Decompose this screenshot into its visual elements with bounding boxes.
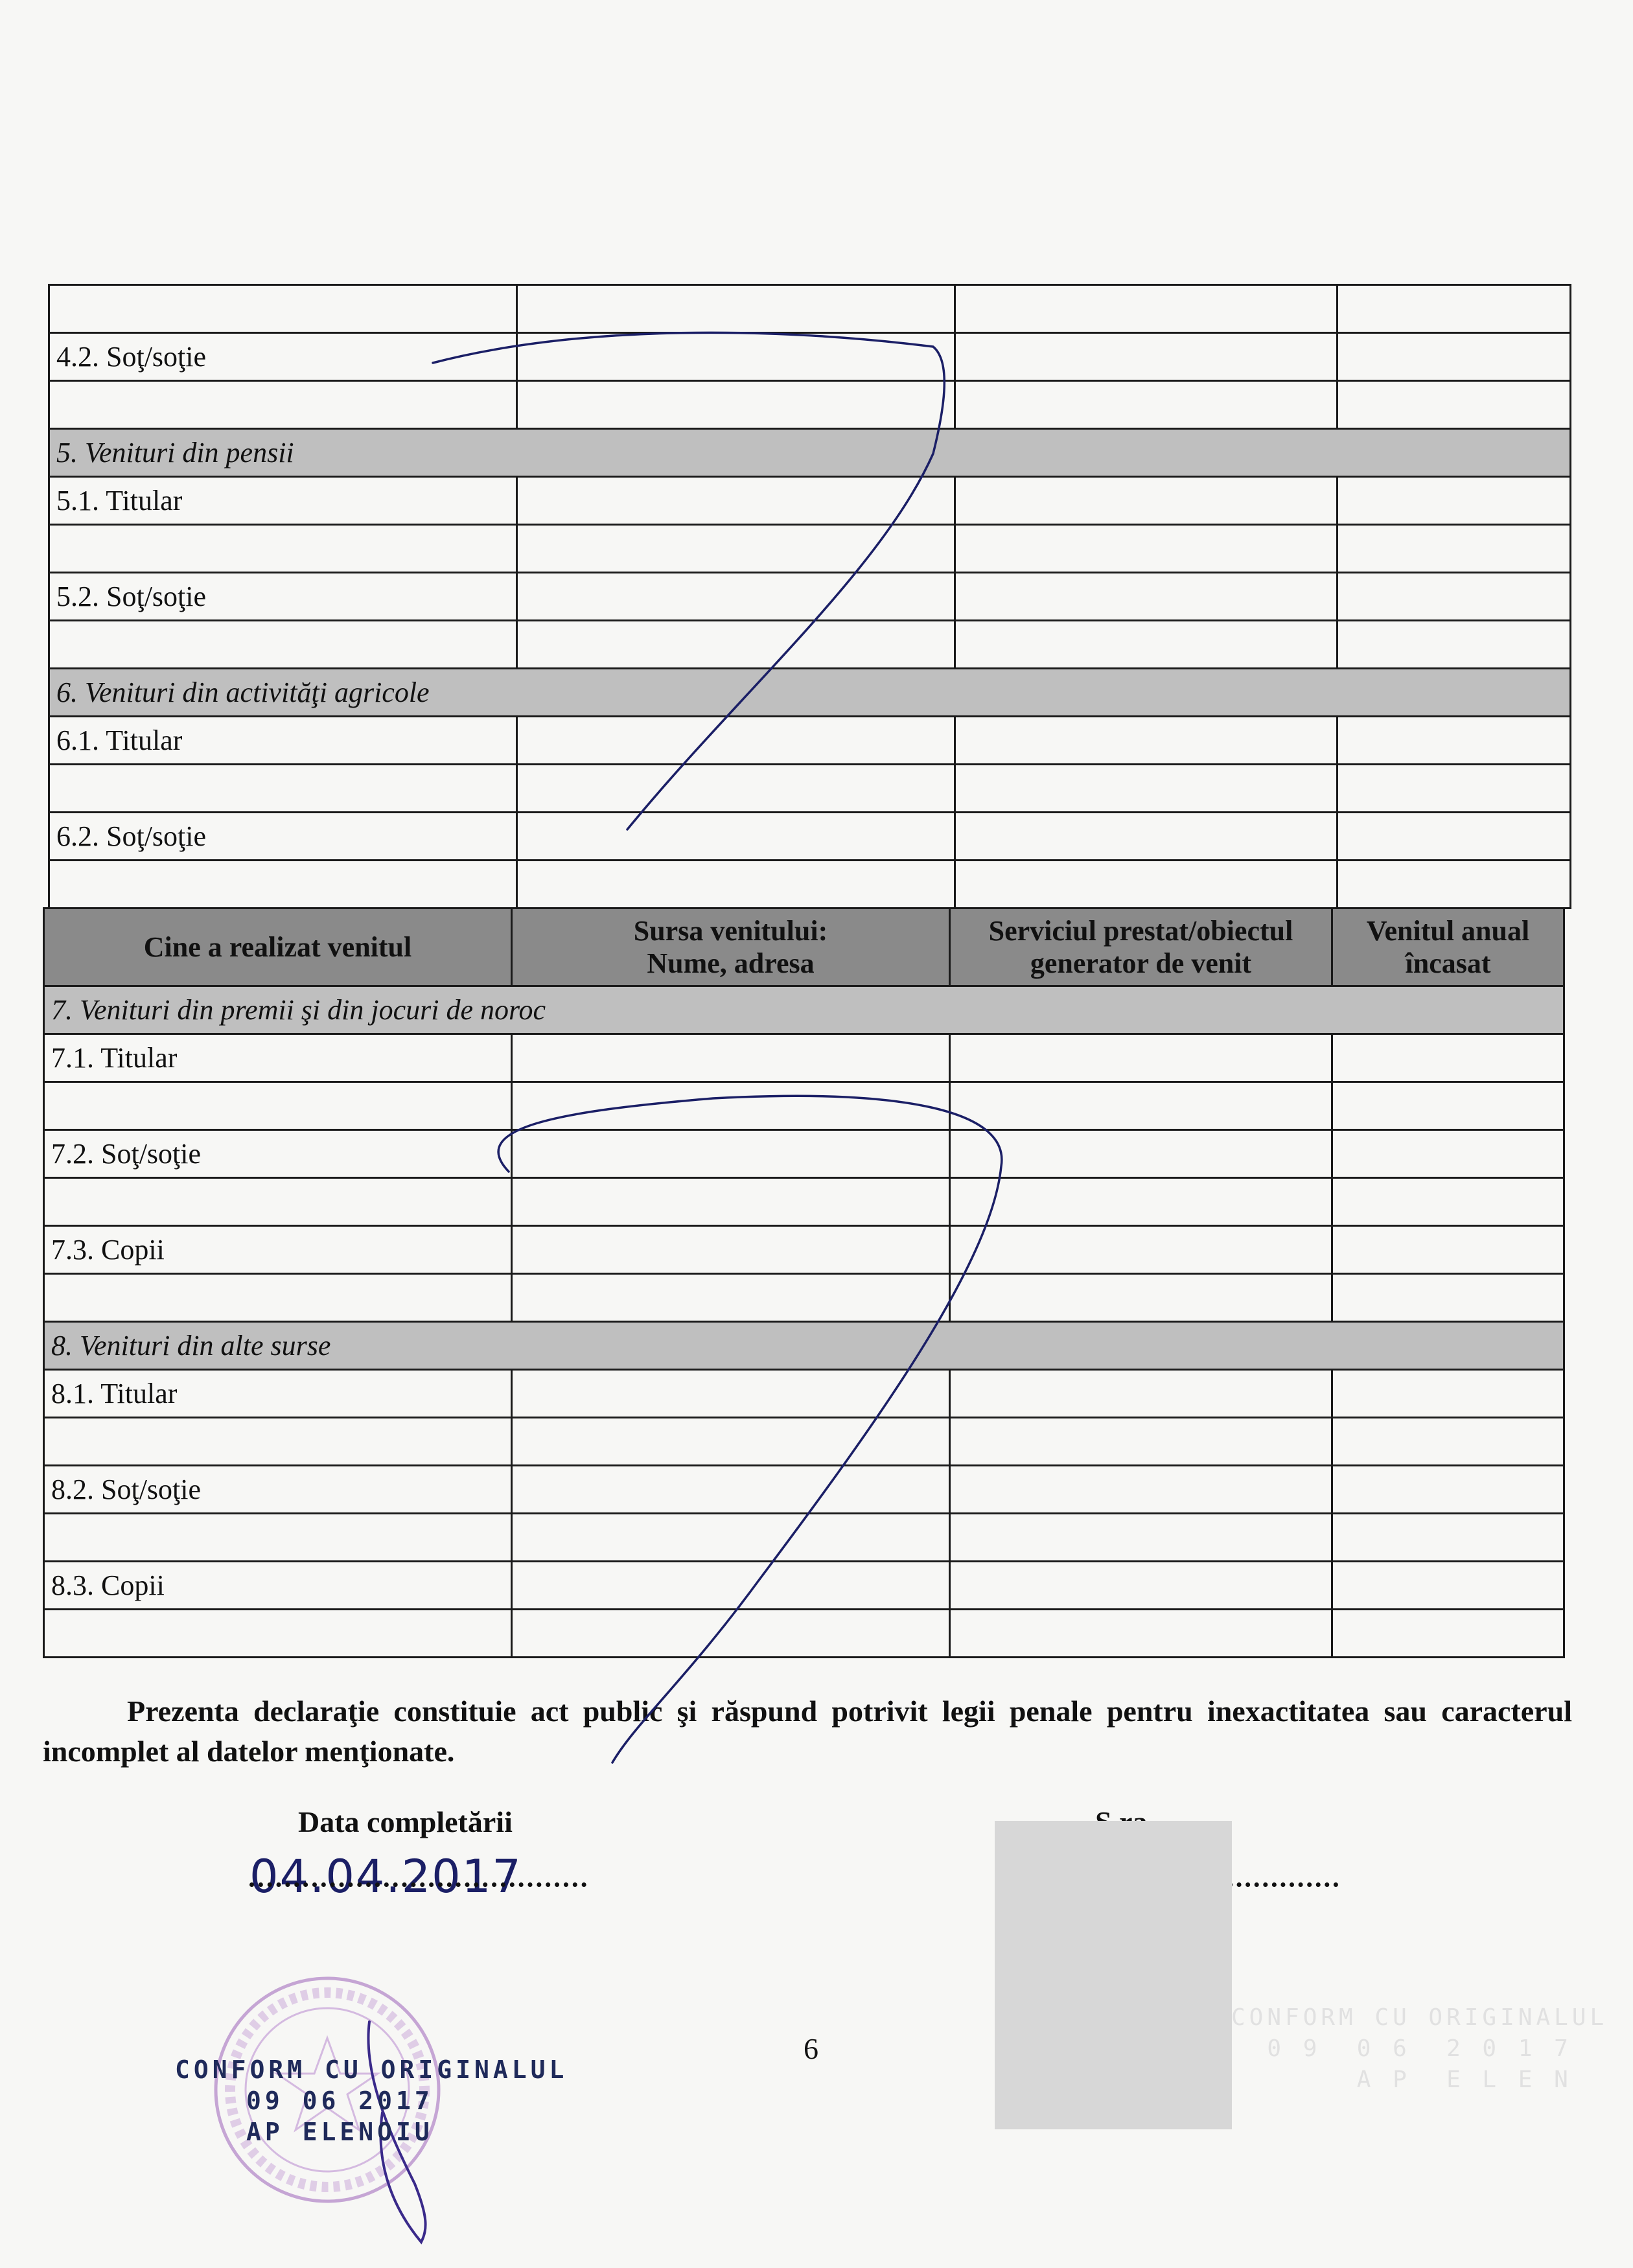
stamp-line2: 09 06 2017: [246, 2087, 434, 2115]
empty-cell: [1332, 1178, 1564, 1226]
empty-cell: [1338, 525, 1571, 573]
row-label: [49, 381, 517, 429]
table-row: [44, 1466, 1564, 1514]
empty-cell: [950, 1226, 1332, 1274]
empty-cell: [517, 525, 955, 573]
empty-cell: [1338, 333, 1571, 381]
empty-cell: [1338, 813, 1571, 861]
empty-cell: [1332, 1130, 1564, 1178]
row-label: 7.3. Copii: [44, 1226, 512, 1274]
empty-cell: [1338, 573, 1571, 621]
table-row: [44, 1514, 1564, 1562]
empty-cell: [512, 1514, 950, 1562]
header-income-source-line1: Sursa venitului:: [633, 914, 828, 947]
empty-cell: [512, 1130, 950, 1178]
empty-cell: [1338, 765, 1571, 813]
header-service-line2: generator de venit: [1030, 947, 1252, 979]
row-label: [44, 1418, 512, 1466]
empty-cell: [517, 861, 955, 908]
empty-cell: [950, 1130, 1332, 1178]
empty-cell: [517, 813, 955, 861]
signature-redaction: [995, 1821, 1232, 2129]
empty-cell: [950, 1418, 1332, 1466]
income-table-top: [48, 284, 1571, 909]
header-annual-income-line1: Venitul anual: [1366, 914, 1530, 947]
empty-cell: [517, 381, 955, 429]
row-label: 6.2. Soţ/soţie: [49, 813, 517, 861]
table-row: [44, 1274, 1564, 1322]
table-row: [49, 333, 1571, 381]
empty-cell: [517, 765, 955, 813]
empty-cell: [950, 1514, 1332, 1562]
empty-cell: [955, 621, 1338, 669]
empty-cell: [512, 1226, 950, 1274]
income-table-bottom: [43, 907, 1565, 1658]
table-row: [49, 861, 1571, 908]
table-row: [44, 1610, 1564, 1658]
empty-cell: [955, 381, 1338, 429]
stamp-line1: CONFORM CU ORIGINALUL: [175, 2055, 568, 2084]
empty-cell: [512, 1082, 950, 1130]
empty-cell: [512, 1034, 950, 1082]
header-income-source: [512, 908, 950, 986]
legal-statement: [43, 1691, 1572, 1772]
empty-cell: [950, 1610, 1332, 1658]
empty-cell: [517, 333, 955, 381]
row-label: [49, 765, 517, 813]
empty-cell: [1338, 285, 1571, 333]
empty-cell: [512, 1610, 950, 1658]
empty-cell: [1338, 621, 1571, 669]
row-label: [49, 285, 517, 333]
row-label: 7.1. Titular: [44, 1034, 512, 1082]
empty-cell: [512, 1274, 950, 1322]
empty-cell: [1332, 1034, 1564, 1082]
empty-cell: [955, 573, 1338, 621]
empty-cell: [955, 285, 1338, 333]
table-row: [44, 1418, 1564, 1466]
empty-cell: [955, 477, 1338, 525]
empty-cell: [517, 573, 955, 621]
empty-cell: [950, 1178, 1332, 1226]
row-label: 6.1. Titular: [49, 717, 517, 765]
empty-cell: [512, 1466, 950, 1514]
row-label: 7.2. Soţ/soţie: [44, 1130, 512, 1178]
row-label: 5.2. Soţ/soţie: [49, 573, 517, 621]
table-row: [49, 477, 1571, 525]
header-annual-income: [1332, 908, 1564, 986]
legal-statement-text: Prezenta declaraţie constituie act public şi răspund potrivit legii penale pentru inexactitatea sau caracterul incomplet al datelor menţionate.: [43, 1695, 1572, 1768]
table-row: [49, 525, 1571, 573]
table-row: [49, 573, 1571, 621]
date-dotted-line: [249, 1882, 586, 1887]
row-label: [44, 1610, 512, 1658]
table-row: [44, 1562, 1564, 1610]
section-title: 5. Venituri din pensii: [49, 429, 1571, 477]
section-row: [49, 429, 1571, 477]
empty-cell: [512, 1370, 950, 1418]
empty-cell: [955, 765, 1338, 813]
income-table-bottom-body: [44, 908, 1564, 1658]
table-row: [44, 1034, 1564, 1082]
section-title: 6. Venituri din activităţi agricole: [49, 669, 1571, 717]
empty-cell: [1332, 1370, 1564, 1418]
table-row: [49, 381, 1571, 429]
table-header-row: [44, 908, 1564, 986]
table-row: [49, 285, 1571, 333]
table-row: [44, 1226, 1564, 1274]
empty-cell: [955, 717, 1338, 765]
empty-cell: [1332, 1082, 1564, 1130]
empty-cell: [1332, 1562, 1564, 1610]
page-number: 6: [804, 2032, 818, 2065]
empty-cell: [1338, 477, 1571, 525]
ghost-stamp-bleedthrough: CONFORM CU ORIGINALUL 0 9 0 6 2 0 1 7 A P E L E N: [1231, 2004, 1608, 2093]
empty-cell: [1338, 717, 1571, 765]
empty-cell: [517, 621, 955, 669]
table-row: [49, 813, 1571, 861]
empty-cell: [950, 1034, 1332, 1082]
empty-cell: [1332, 1466, 1564, 1514]
row-label: [44, 1082, 512, 1130]
row-label: [49, 525, 517, 573]
empty-cell: [517, 477, 955, 525]
empty-cell: [512, 1562, 950, 1610]
date-label: Data completării: [298, 1805, 513, 1838]
section-row: [44, 986, 1564, 1034]
header-who-earned: Cine a realizat venitul: [44, 908, 512, 986]
empty-cell: [517, 717, 955, 765]
table-row: [49, 621, 1571, 669]
empty-cell: [950, 1466, 1332, 1514]
row-label: [44, 1514, 512, 1562]
empty-cell: [1332, 1610, 1564, 1658]
stamp-line3: AP ELENOIU: [246, 2118, 434, 2146]
empty-cell: [517, 285, 955, 333]
section-row: [44, 1322, 1564, 1370]
header-service-line1: Serviciul prestat/obiectul: [988, 914, 1293, 947]
empty-cell: [950, 1562, 1332, 1610]
row-label: 5.1. Titular: [49, 477, 517, 525]
section-title: 8. Venituri din alte surse: [44, 1322, 1564, 1370]
table-row: [44, 1130, 1564, 1178]
section-title: 7. Venituri din premii şi din jocuri de noroc: [44, 986, 1564, 1034]
header-annual-income-line2: încasat: [1405, 947, 1491, 979]
row-label: [49, 861, 517, 908]
section-row: [49, 669, 1571, 717]
empty-cell: [950, 1082, 1332, 1130]
table-row: [49, 717, 1571, 765]
empty-cell: [1332, 1226, 1564, 1274]
row-label: 8.2. Soţ/soţie: [44, 1466, 512, 1514]
empty-cell: [1338, 861, 1571, 908]
empty-cell: [512, 1418, 950, 1466]
row-label: [44, 1178, 512, 1226]
table-row: [44, 1370, 1564, 1418]
empty-cell: [955, 813, 1338, 861]
row-label: 4.2. Soţ/soţie: [49, 333, 517, 381]
header-service-provided: [950, 908, 1332, 986]
empty-cell: [955, 861, 1338, 908]
empty-cell: [1332, 1274, 1564, 1322]
empty-cell: [1332, 1514, 1564, 1562]
empty-cell: [1332, 1418, 1564, 1466]
table-row: [44, 1178, 1564, 1226]
empty-cell: [950, 1370, 1332, 1418]
empty-cell: [955, 525, 1338, 573]
row-label: [49, 621, 517, 669]
table-row: [44, 1082, 1564, 1130]
row-label: 8.3. Copii: [44, 1562, 512, 1610]
handwritten-date: 04.04.2017: [249, 1850, 522, 1903]
signature-dotted-line: [1228, 1882, 1338, 1887]
empty-cell: [512, 1178, 950, 1226]
table-row: [49, 765, 1571, 813]
row-label: 8.1. Titular: [44, 1370, 512, 1418]
empty-cell: [955, 333, 1338, 381]
income-table-top-body: [49, 285, 1571, 908]
empty-cell: [1338, 381, 1571, 429]
certified-copy-stamp: [175, 2054, 568, 2147]
empty-cell: [950, 1274, 1332, 1322]
row-label: [44, 1274, 512, 1322]
header-income-source-line2: Nume, adresa: [647, 947, 815, 979]
